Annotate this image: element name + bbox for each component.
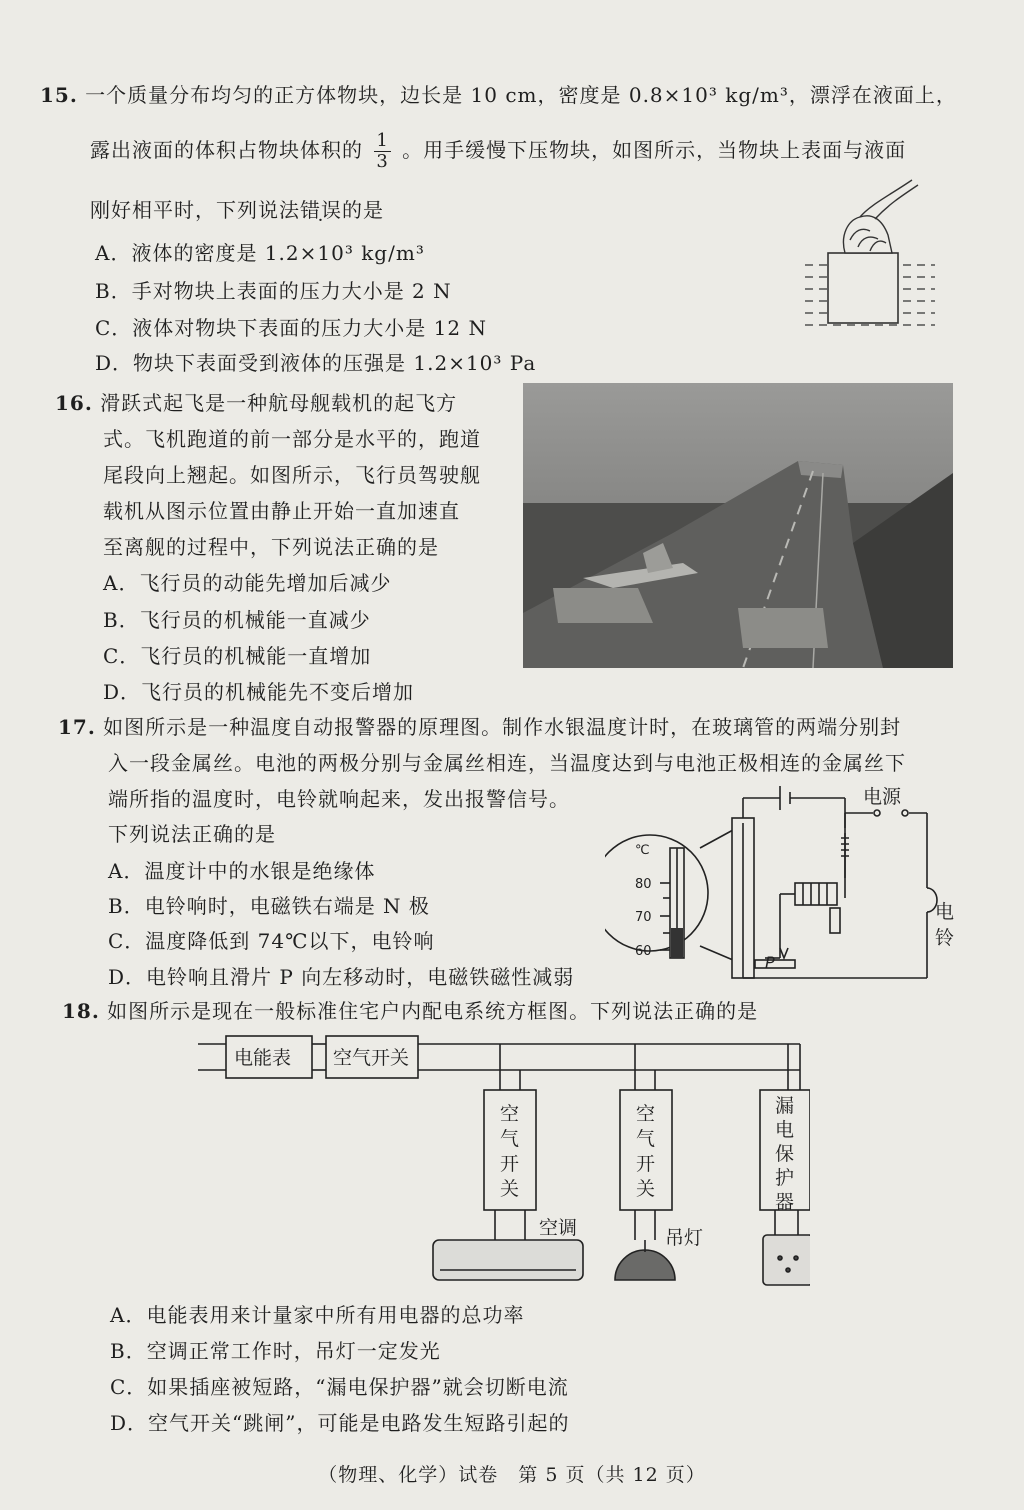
thermometer-tick-70: 70 [635,910,652,925]
q15-stem-line3c: 的是 [342,198,384,222]
q17-option-a: A．温度计中的水银是绝缘体 [108,859,376,883]
bell-label-2: 铃 [935,927,955,949]
q15-stem-line1: 一个质量分布均匀的正方体物块，边长是 10 cm，密度是 0.8×10³ kg/m³，漂浮在液面上， [85,83,957,107]
svg-text:气: 气 [500,1128,520,1150]
q16-option-c: C．飞行员的机械能一直增加 [103,644,372,668]
q16-stem-line2: 式。飞机跑道的前一部分是水平的，跑道 [103,427,481,451]
q18-option-b: B．空调正常工作时，吊灯一定发光 [110,1339,441,1363]
q15-stem-line2a: 露出液面的体积占物块体积的 [90,138,363,162]
main-switch-label: 空气开关 [333,1047,410,1069]
slider-p-label: P [765,953,775,972]
q18-stem: 如图所示是现在一般标准住宅户内配电系统方框图。下列说法正确的是 [107,999,759,1023]
q16-line1 [55,388,457,418]
svg-text:关: 关 [500,1178,520,1200]
fraction-numerator: 1 [376,130,389,151]
svg-text:护: 护 [775,1167,795,1189]
q15-emphasis-wrong: 错误 [300,198,342,222]
q18-line1 [62,996,758,1026]
q18-number: 18. [62,999,100,1023]
wall-socket-icon [763,1235,810,1285]
svg-text:气: 气 [636,1128,656,1150]
q17-alarm-circuit [605,778,965,993]
q16-carrier-photo [523,383,953,668]
q17-stem-line2: 入一段金属丝。电池的两极分别与金属丝相连，当温度达到与电池正极相连的金属丝下 [108,751,906,775]
block-cube [828,253,898,323]
q17-option-d: D．电铃响且滑片 P 向左移动时，电磁铁磁性减弱 [108,965,575,989]
q16-option-d: D．飞行员的机械能先不变后增加 [103,680,415,704]
q15-line1 [40,80,957,110]
svg-text:漏: 漏 [775,1095,795,1117]
thermometer-unit: ℃ [635,843,650,858]
svg-text:空: 空 [500,1103,520,1125]
q15-fraction [374,131,390,172]
q16-number: 16. [55,391,93,415]
thermometer-tick-60: 60 [635,944,652,959]
svg-text:保: 保 [775,1143,795,1165]
q16-stem-line3: 尾段向上翘起。如图所示，飞行员驾驶舰 [103,463,481,487]
pendant-lamp-icon [615,1250,675,1280]
meter-label: 电能表 [234,1047,292,1069]
svg-text:器: 器 [775,1191,795,1213]
power-source-label: 电源 [863,786,902,808]
q18-option-d: D．空气开关“跳闸”，可能是电路发生短路引起的 [110,1411,570,1435]
svg-text:开: 开 [636,1153,656,1175]
ac-label: 空调 [539,1217,578,1239]
q15-stem-line3a: 刚好相平时，下列说法 [90,198,300,222]
q16-option-a: A．飞行员的动能先增加后减少 [103,571,392,595]
q16-stem-line5: 至离舰的过程中，下列说法正确的是 [103,535,439,559]
q15-option-b: B．手对物块上表面的压力大小是 2 N [95,279,452,303]
q18-option-a: A．电能表用来计量家中所有用电器的总功率 [110,1303,525,1327]
thermometer-magnifier [605,835,708,951]
q15-line2 [90,128,906,172]
q16-stem-line1: 滑跃式起飞是一种航母舰载机的起飞方 [100,391,458,415]
q17-number: 17. [58,715,96,739]
q17-option-b: B．电铃响时，电磁铁右端是 N 极 [108,894,430,918]
fraction-denominator: 3 [376,151,389,172]
page-footer: （物理、化学）试卷 第 5 页（共 12 页） [318,1464,706,1486]
svg-text:电: 电 [775,1119,795,1141]
q17-stem-line3: 端所指的温度时，电铃就响起来，发出报警信号。 [108,787,570,811]
q15-option-a: A．液体的密度是 1.2×10³ kg/m³ [95,241,425,265]
q16-stem-line4: 载机从图示位置由静止开始一直加速直 [103,499,460,523]
lamp-label: 吊灯 [665,1227,704,1249]
branch-labels [500,1095,794,1213]
bell-label-1: 电 [935,901,955,923]
q17-stem-line1: 如图所示是一种温度自动报警器的原理图。制作水银温度计时，在玻璃管的两端分别封 [103,715,902,739]
q18-distribution-diagram [190,1030,810,1295]
q16-option-b: B．飞行员的机械能一直减少 [103,608,371,632]
svg-text:空: 空 [636,1103,656,1125]
q15-block-figure [800,175,940,340]
svg-text:开: 开 [500,1153,520,1175]
svg-text:关: 关 [636,1178,656,1200]
mercury-column [671,928,683,958]
q15-option-d: D．物块下表面受到液体的压强是 1.2×10³ Pa [95,351,537,375]
q17-option-c: C．温度降低到 74℃以下，电铃响 [108,929,435,953]
q15-option-c: C．液体对物块下表面的压力大小是 12 N [95,316,487,340]
q15-stem-line2b: 。用手缓慢下压物块，如图所示，当物块上表面与液面 [402,138,907,162]
thermometer-tick-80: 80 [635,877,652,892]
q15-line3 [90,195,384,225]
q17-line1 [58,712,901,742]
air-conditioner-icon [433,1240,583,1280]
q18-option-c: C．如果插座被短路，“漏电保护器”就会切断电流 [110,1375,569,1399]
q15-number: 15. [40,83,78,107]
q17-stem-line4: 下列说法正确的是 [108,822,276,846]
